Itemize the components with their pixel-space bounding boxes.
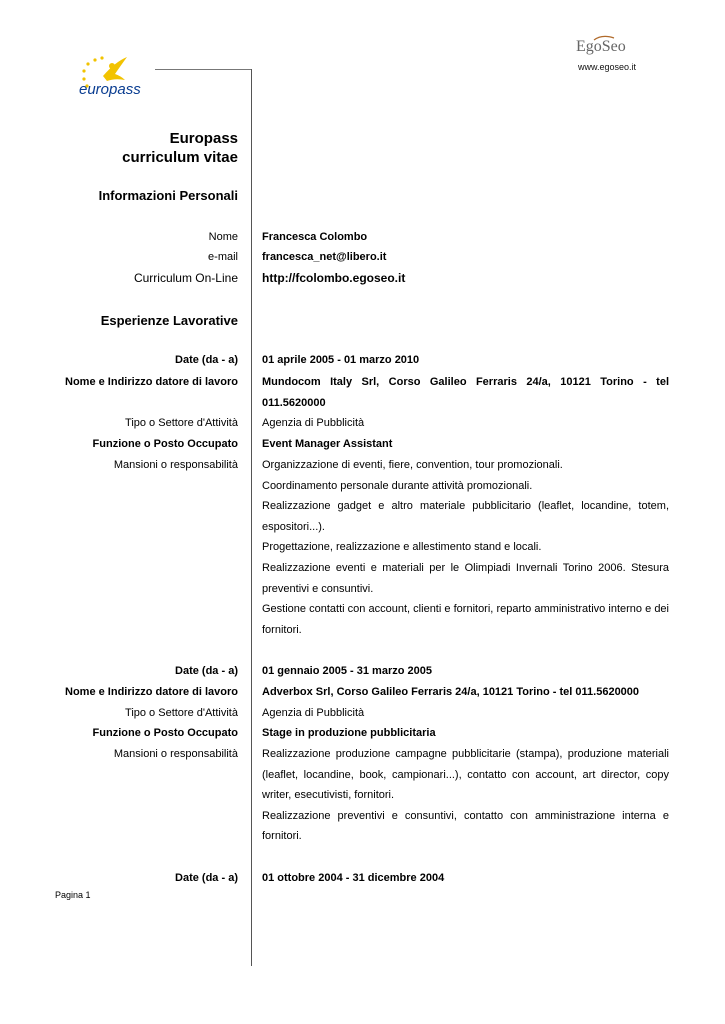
job-date: 01 aprile 2005 - 01 marzo 2010 [262,354,420,366]
label-role: Funzione o Posto Occupato [92,727,238,739]
duty-item: Realizzazione produzione campagne pubblicitarie (stampa), produzione materiali (leaflet, locandine, book, campionari...), contatto con account, art director, copy writer, esecutivisti, fornitori. [262,748,669,802]
label-date: Date (da - a) [175,354,238,366]
duty-item: Organizzazione di eventi, fiere, convention, tour promozionali. [262,459,563,471]
duty-item: Coordinamento personale durante attività promozionali. [262,479,533,492]
job-employer: Mundocom Italy Srl, Corso Galileo Ferraris 24/a, 10121 Torino - tel 011.5620000 [262,376,669,409]
job-employer: Adverbox Srl, Corso Galileo Ferraris 24/a, 10121 Torino - tel 011.5620000 [262,686,640,698]
job-date: 01 ottobre 2004 - 31 dicembre 2004 [262,872,445,884]
egoseo-logo [574,34,634,58]
value-name: Francesca Colombo [262,231,368,243]
label-cv-online: Curriculum On-Line [133,271,238,285]
page-number: Pagina 1 [55,890,91,900]
label-role: Funzione o Posto Occupato [92,438,238,450]
job-sector: Agenzia di Pubblicità [262,417,365,429]
section-heading-personal: Informazioni Personali [98,188,238,203]
job-duties [262,455,669,640]
value-cv-online[interactable]: http://fcolombo.egoseo.it [262,271,406,285]
job-role: Stage in produzione pubblicitaria [262,727,436,739]
cv-title: Europass curriculum vitae [122,130,238,166]
header-divider [155,69,252,70]
duty-item: Realizzazione eventi e materiali per le Olimpiadi Invernali Torino 2006. Stesura preventivi e consuntivi. [262,561,669,595]
duty-item: Progettazione, realizzazione e allestimento stand e locali. [262,541,542,554]
job-duties [262,744,669,847]
label-name: Nome [208,231,238,243]
label-duties: Mansioni o responsabilità [113,459,238,471]
job-role: Event Manager Assistant [262,438,393,450]
svg-text:EgoSeo: EgoSeo [576,38,626,55]
label-sector: Tipo o Settore d'Attività [125,707,238,719]
europass-logo [75,54,155,100]
label-employer: Nome e Indirizzo datore di lavoro [65,376,238,388]
label-sector: Tipo o Settore d'Attività [125,417,238,429]
duty-item: Realizzazione gadget e altro materiale pubblicitario (leaflet, locandine, totem, espositori...). [262,500,669,533]
job-date: 01 gennaio 2005 - 31 marzo 2005 [262,665,432,677]
label-employer: Nome e Indirizzo datore di lavoro [65,686,238,698]
column-divider [251,69,252,966]
label-email: e-mail [208,251,238,263]
duty-item: Gestione contatti con account, clienti e fornitori, reparto amministrativo interno e dei fornitori. [262,603,669,636]
label-duties: Mansioni o responsabilità [113,748,238,760]
duty-item: Realizzazione preventivi e consuntivi, contatto con amministrazione interna e fornitori. [262,809,669,843]
label-date: Date (da - a) [175,872,238,884]
egoseo-url: www.egoseo.it [577,62,636,72]
label-date: Date (da - a) [175,665,238,677]
job-sector: Agenzia di Pubblicità [262,707,365,719]
section-heading-work: Esperienze Lavorative [100,313,238,328]
svg-text:europass: europass [79,81,141,98]
value-email[interactable]: francesca_net@libero.it [262,251,387,263]
